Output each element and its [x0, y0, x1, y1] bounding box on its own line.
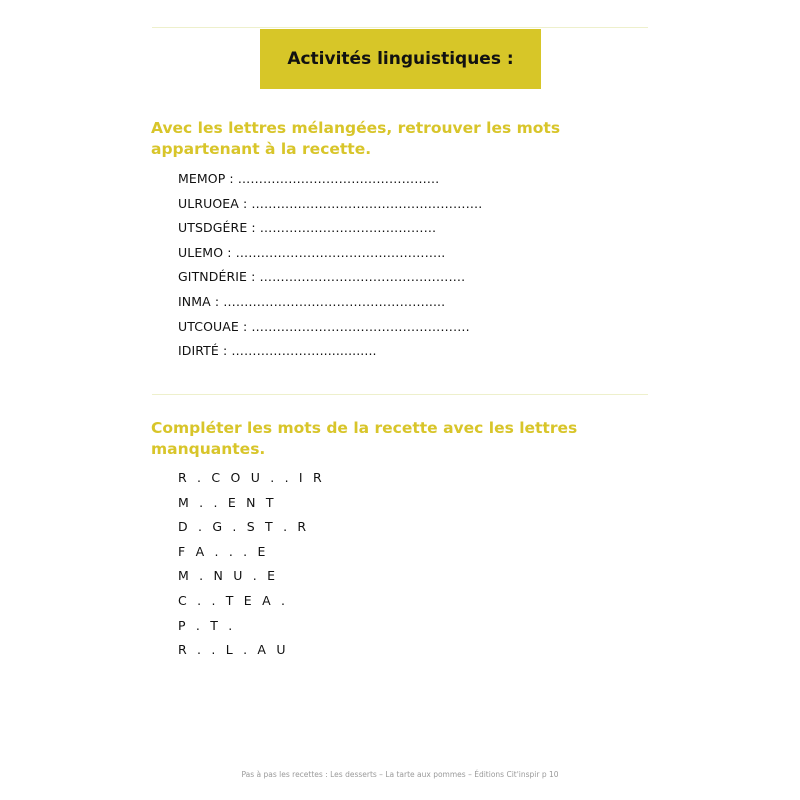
page-footer: Pas à pas les recettes : Les desserts – La tarte aux pommes – Éditions Cit'inspir p 10	[241, 770, 559, 779]
list-item: R . . L . A U	[178, 642, 289, 658]
list-item: ULRUOEA : ……………………………………………….	[178, 195, 483, 211]
section-2-heading: Compléter les mots de la recette avec les lettres manquantes.	[151, 419, 578, 458]
top-divider	[152, 27, 648, 28]
list-item: INMA : ………………………………………….....	[178, 293, 446, 309]
page-title: Activités linguistiques :	[287, 49, 514, 69]
list-item: R . C O U . . I R	[178, 470, 325, 485]
list-item: UTCOUAE : …………………………………………….	[178, 318, 470, 334]
section-divider	[152, 394, 648, 395]
list-item: ULEMO : …………………………………………..	[178, 244, 446, 260]
list-item: M . . E N T	[178, 494, 277, 510]
list-item: C . . T E A .	[178, 592, 289, 608]
title-banner	[260, 29, 541, 89]
list-item: UTSDGÉRE : ……………………………………	[178, 220, 437, 236]
list-item: D . G . S T . R	[178, 519, 310, 535]
list-item: GITNDÉRIE : ………………………………………….	[178, 269, 466, 285]
scrambled-words-list	[178, 167, 482, 364]
list-item: IDIRTÉ : …………………..............	[178, 343, 377, 359]
list-item: M . N U . E	[178, 568, 279, 584]
missing-letters-list	[178, 466, 325, 663]
list-item: MEMOP : …………………………………………	[178, 171, 440, 186]
list-item: F A . . . E	[178, 543, 269, 559]
section-1-heading: Avec les lettres mélangées, retrouver les mots appartenant à la recette.	[151, 119, 561, 158]
list-item: P . T .	[178, 617, 236, 633]
